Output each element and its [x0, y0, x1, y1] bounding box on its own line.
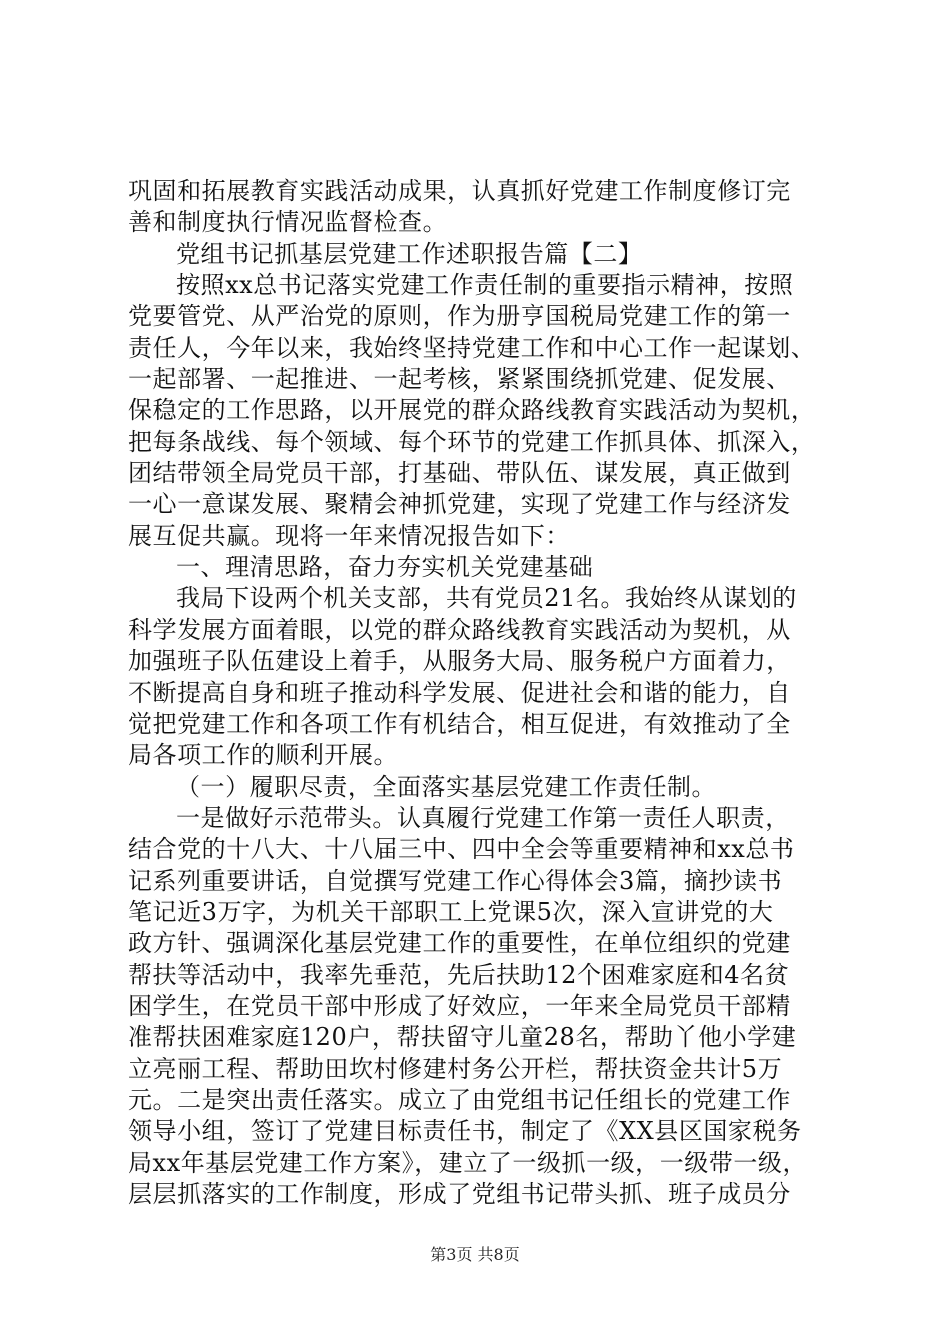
text-line: 把每条战线、每个领域、每个环节的党建工作抓具体、抓深入， [128, 427, 816, 456]
text-line: 政方针、强调深化基层党建工作的重要性，在单位组织的党建 [128, 929, 791, 958]
text-line: 一、理清思路，奋力夯实机关党建基础 [176, 553, 594, 582]
text-line: 帮扶等活动中，我率先垂范，先后扶助12个困难家庭和4名贫 [128, 960, 790, 989]
text-line: 笔记近3万字，为机关干部职工上党课5次，深入宣讲党的大 [128, 897, 774, 926]
text-line: 责任人，今年以来，我始终坚持党建工作和中心工作一起谋划、 [128, 333, 816, 362]
text-line: （一）履职尽责，全面落实基层党建工作责任制。 [176, 772, 717, 801]
text-line: 一起部署、一起推进、一起考核，紧紧围绕抓党建、促发展、 [128, 365, 791, 394]
text-line: 科学发展方面着眼，以党的群众路线教育实践活动为契机，从 [128, 615, 791, 644]
text-line: 一心一意谋发展、聚精会神抓党建，实现了党建工作与经济发 [128, 490, 791, 519]
text-line: 保稳定的工作思路，以开展党的群众路线教育实践活动为契机， [128, 396, 816, 425]
document-body [128, 176, 828, 1210]
text-line: 立亮丽工程、帮助田坎村修建村务公开栏，帮扶资金共计5万 [128, 1054, 783, 1083]
text-line: 团结带领全局党员干部，打基础、带队伍、谋发展，真正做到 [128, 459, 791, 488]
text-line: 元。二是突出责任落实。成立了由党组书记任组长的党建工作 [128, 1085, 791, 1114]
text-line: 觉把党建工作和各项工作有机结合，相互促进，有效推动了全 [128, 709, 791, 738]
text-line: 加强班子队伍建设上着手，从服务大局、服务税户方面着力， [128, 647, 791, 676]
text-line: 层层抓落实的工作制度，形成了党组书记带头抓、班子成员分 [128, 1180, 791, 1208]
page-number-label: 第3页 共8页 [430, 1245, 520, 1264]
text-line: 我局下设两个机关支部，共有党员21名。我始终从谋划的 [176, 584, 797, 613]
page-footer [0, 1245, 950, 1265]
text-line: 善和制度执行情况监督检查。 [128, 208, 448, 237]
text-line: 巩固和拓展教育实践活动成果，认真抓好党建工作制度修订完 [128, 177, 791, 205]
text-line: 按照xx总书记落实党建工作责任制的重要指示精神，按照 [176, 271, 794, 300]
text-line: 一是做好示范带头。认真履行党建工作第一责任人职责， [176, 803, 790, 832]
text-line: 局xx年基层党建工作方案》，建立了一级抓一级，一级带一级， [128, 1148, 808, 1177]
text-line: 不断提高自身和班子推动科学发展、促进社会和谐的能力，自 [128, 678, 791, 707]
text-line: 准帮扶困难家庭120户，帮扶留守儿童28名，帮助丫他小学建 [128, 1023, 797, 1052]
text-line: 党要管党、从严治党的原则，作为册亨国税局党建工作的第一 [128, 302, 791, 331]
text-line: 结合党的十八大、十八届三中、四中全会等重要精神和xx总书 [128, 835, 795, 864]
text-line: 局各项工作的顺利开展。 [128, 741, 399, 770]
text-line: 党组书记抓基层党建工作述职报告篇【二】 [176, 239, 643, 268]
text-line: 领导小组，签订了党建目标责任书，制定了《XX县区国家税务 [128, 1117, 802, 1146]
text-line: 困学生，在党员干部中形成了好效应，一年来全局党员干部精 [128, 991, 791, 1020]
text-line: 展互促共赢。现将一年来情况报告如下： [128, 521, 570, 550]
text-line: 记系列重要讲话，自觉撰写党建工作心得体会3篇，摘抄读书 [128, 866, 783, 895]
